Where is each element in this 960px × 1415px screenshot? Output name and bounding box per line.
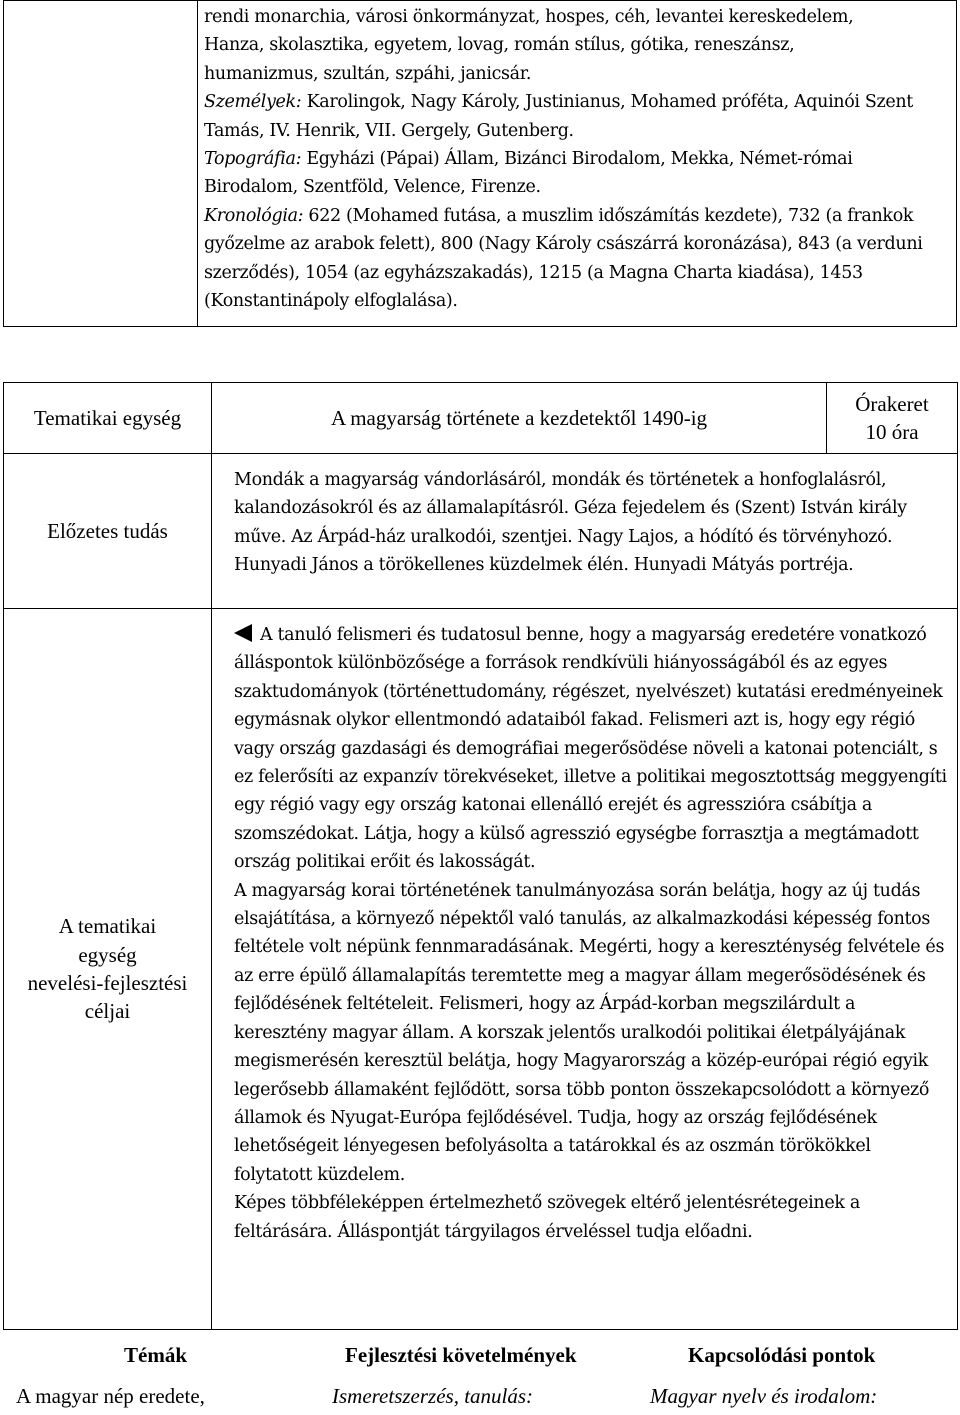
prior-knowledge-text	[212, 454, 958, 609]
concepts-line-3: humanizmus, szultán, szpáhi, janicsár.	[204, 63, 532, 84]
goals-label-3: nevelési-fejlesztési	[27, 971, 188, 995]
thematic-unit-table	[3, 382, 958, 1330]
col-header-connections: Kapcsolódási pontok	[688, 1343, 876, 1367]
goals-label-cell	[4, 609, 212, 1330]
prior-knowledge-label: Előzetes tudás	[4, 454, 212, 609]
chronology-label: Kronológia:	[204, 205, 304, 226]
goals-label-4: céljai	[84, 999, 131, 1024]
col-header-topics: Témák	[124, 1343, 187, 1367]
topography-text: Egyházi (Pápai) Állam, Bizánci Birodalom, Mekka, Német-római Birodalom, Szentföld, Velence, Firenze.	[204, 149, 853, 198]
topography-label: Topográfia:	[204, 149, 302, 170]
hours-cell	[827, 383, 958, 454]
prior-knowledge-paragraph: Mondák a magyarság vándorlásáról, mondák és történetek a honfoglalásról, kalandozásokról és az államalapításról. Géza fejedelem és (Szent) István király műve. Az Árpád-ház uralkodói, szentjei. Nagy Lajos, a hódító és törvényhozó. Hunyadi János a törökellenes küzdelmek élén. Hunyadi Mátyás portréja.	[234, 470, 907, 576]
goals-label-2: egység	[78, 942, 137, 967]
goals-text-cell	[212, 609, 958, 1330]
col-header-requirements: Fejlesztési követelmények	[345, 1343, 577, 1367]
persons-label: Személyek:	[204, 92, 302, 113]
chronology-paragraph	[204, 202, 950, 316]
goals-paragraph-3: Képes többféleképpen értelmezhető szövegek eltérő jelentésrétegeinek a feltárására. Álláspontját tárgyilagos érveléssel tudja előadni.	[234, 1193, 860, 1242]
top-right-cell	[198, 1, 957, 327]
goals-paragraph-1	[234, 621, 949, 877]
first-row-connection: Magyar nyelv és irodalom:	[650, 1384, 878, 1408]
persons-paragraph	[204, 88, 950, 145]
concepts-line-1: rendi monarchia, városi önkormányzat, hospes, céh, levantei kereskedelem,	[204, 7, 854, 27]
top-table	[3, 0, 957, 327]
first-row-requirement: Ismeretszerzés, tanulás:	[332, 1384, 534, 1408]
top-left-cell	[4, 1, 198, 327]
chronology-text: 622 (Mohamed futása, a muszlim időszámítás kezdete), 732 (a frankok győzelme az arabok felett), 800 (Nagy Károly császárrá koronázása), 843 (a verduni szerződés), 1054 (az egyházszakadás), 1215 (a Magna Charta kiadása), 1453 (Konstantinápoly elfoglalása).	[204, 205, 923, 312]
unit-label-cell: Tematikai egység	[4, 383, 212, 454]
goals-label-1: A tematikai	[58, 914, 157, 939]
hours-value: 10 óra	[865, 420, 919, 444]
unit-title-cell: A magyarság története a kezdetektől 1490-ig	[212, 383, 827, 454]
hours-label: Órakeret	[855, 392, 929, 416]
goals-paragraph-1-text: A tanuló felismeri és tudatosul benne, hogy a magyarság eredetére vonatkozó álláspontok különbözősége a források rendkívüli hiányosságából és az egyes szaktudományok (történettudomány, régészet, nyelvészet) kutatási eredményeinek egymásnak olykor ellentmondó adataiból fakad. Felismeri azt is, hogy egy régió vagy ország gazdasági és demográfiai megerősödése növeli a katonai potenciált, s ez felerősíti az expanzív törekvéseket, illetve a politikai megosztottság meggyengíti egy régió vagy egy ország katonai ellenálló erejét és agresszióra csábítja a szomszédokat. Látja, hogy a külső agresszió egységbe forrasztja a megtámadott ország politikai erőit és lakosságát.	[234, 625, 947, 873]
persons-text: Karolingok, Nagy Károly, Justinianus, Mohamed próféta, Aquinói Szent Tamás, IV. Henrik, VII. Gergely, Gutenberg.	[204, 92, 913, 141]
concepts-line-2: Hanza, skolasztika, egyetem, lovag, román stílus, gótika, reneszánsz,	[204, 35, 795, 56]
goals-paragraph-2: A magyarság korai történetének tanulmányozása során belátja, hogy az új tudás elsajátítása, a környező népektől való tanulás, az alkalmazkodási képesség fontos feltétele volt népünk fennmaradásának. Megérti, hogy a kereszténység felvétele és az erre épülő államalapítás teremtette meg a magyar állam megerősödésének és fejlődésének feltételeit. Felismeri, hogy az Árpád-korban megszilárdult a keresztény magyar állam. A korszak jelentős uralkodói politikai életpályájának megismerésén keresztül belátja, hogy Magyarország a közép-európai régió egyik legerősebb államaként fejlődött, sorsa több ponton összekapcsolódott a környező államok és Nyugat-Európa fejlődésével. Tudja, hogy az ország fejlődésének lehetőségeit lényegesen befolyásolta a tatárokkal és az oszmán törökökkel folytatott küzdelem.	[234, 880, 945, 1185]
first-row-topic: A magyar nép eredete,	[16, 1384, 205, 1408]
topography-paragraph	[204, 145, 950, 202]
left-pointing-triangle-icon	[234, 624, 252, 642]
